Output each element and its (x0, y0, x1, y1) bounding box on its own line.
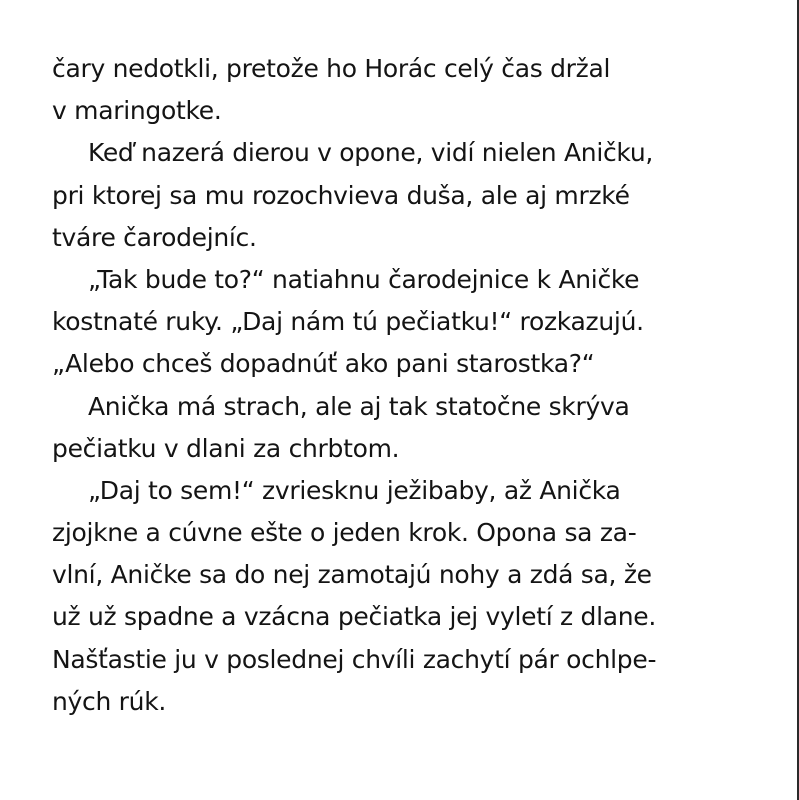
text-line: už už spadne a vzácna pečiatka jej vyletí z dlane. (52, 602, 657, 632)
page-text (52, 48, 772, 723)
text-line: pri ktorej sa mu rozochvieva duša, ale aj mrzké (52, 180, 630, 210)
text-line: „Daj to sem!“ zvriesknu ježibaby, až Anička (88, 475, 621, 505)
text-line: „Alebo chceš dopadnúť ako pani starostka?“ (52, 349, 595, 379)
text-line: čary nedotkli, pretože ho Horác celý čas držal (52, 54, 611, 83)
text-line: „Tak bude to?“ natiahnu čarodejnice k Aničke (88, 264, 640, 294)
text-line: zjojkne a cúvne ešte o jeden krok. Opona sa za- (52, 518, 637, 548)
text-line: v maringotke. (52, 96, 222, 126)
text-line: Anička má strach, ale aj tak statočne skrýva (88, 391, 630, 421)
text-line: kostnaté ruky. „Daj nám tú pečiatku!“ rozkazujú. (52, 307, 644, 337)
text-line: ných rúk. (52, 686, 167, 716)
text-line: pečiatku v dlani za chrbtom. (52, 433, 400, 463)
text-line: vlní, Aničke sa do nej zamotajú nohy a zdá sa, že (52, 560, 652, 590)
text-line: Našťastie ju v poslednej chvíli zachytí pár ochlpe- (52, 644, 657, 674)
text-line: Keď nazerá dierou v opone, vidí nielen Aničku, (88, 138, 654, 168)
text-line: tváre čarodejníc. (52, 222, 257, 252)
